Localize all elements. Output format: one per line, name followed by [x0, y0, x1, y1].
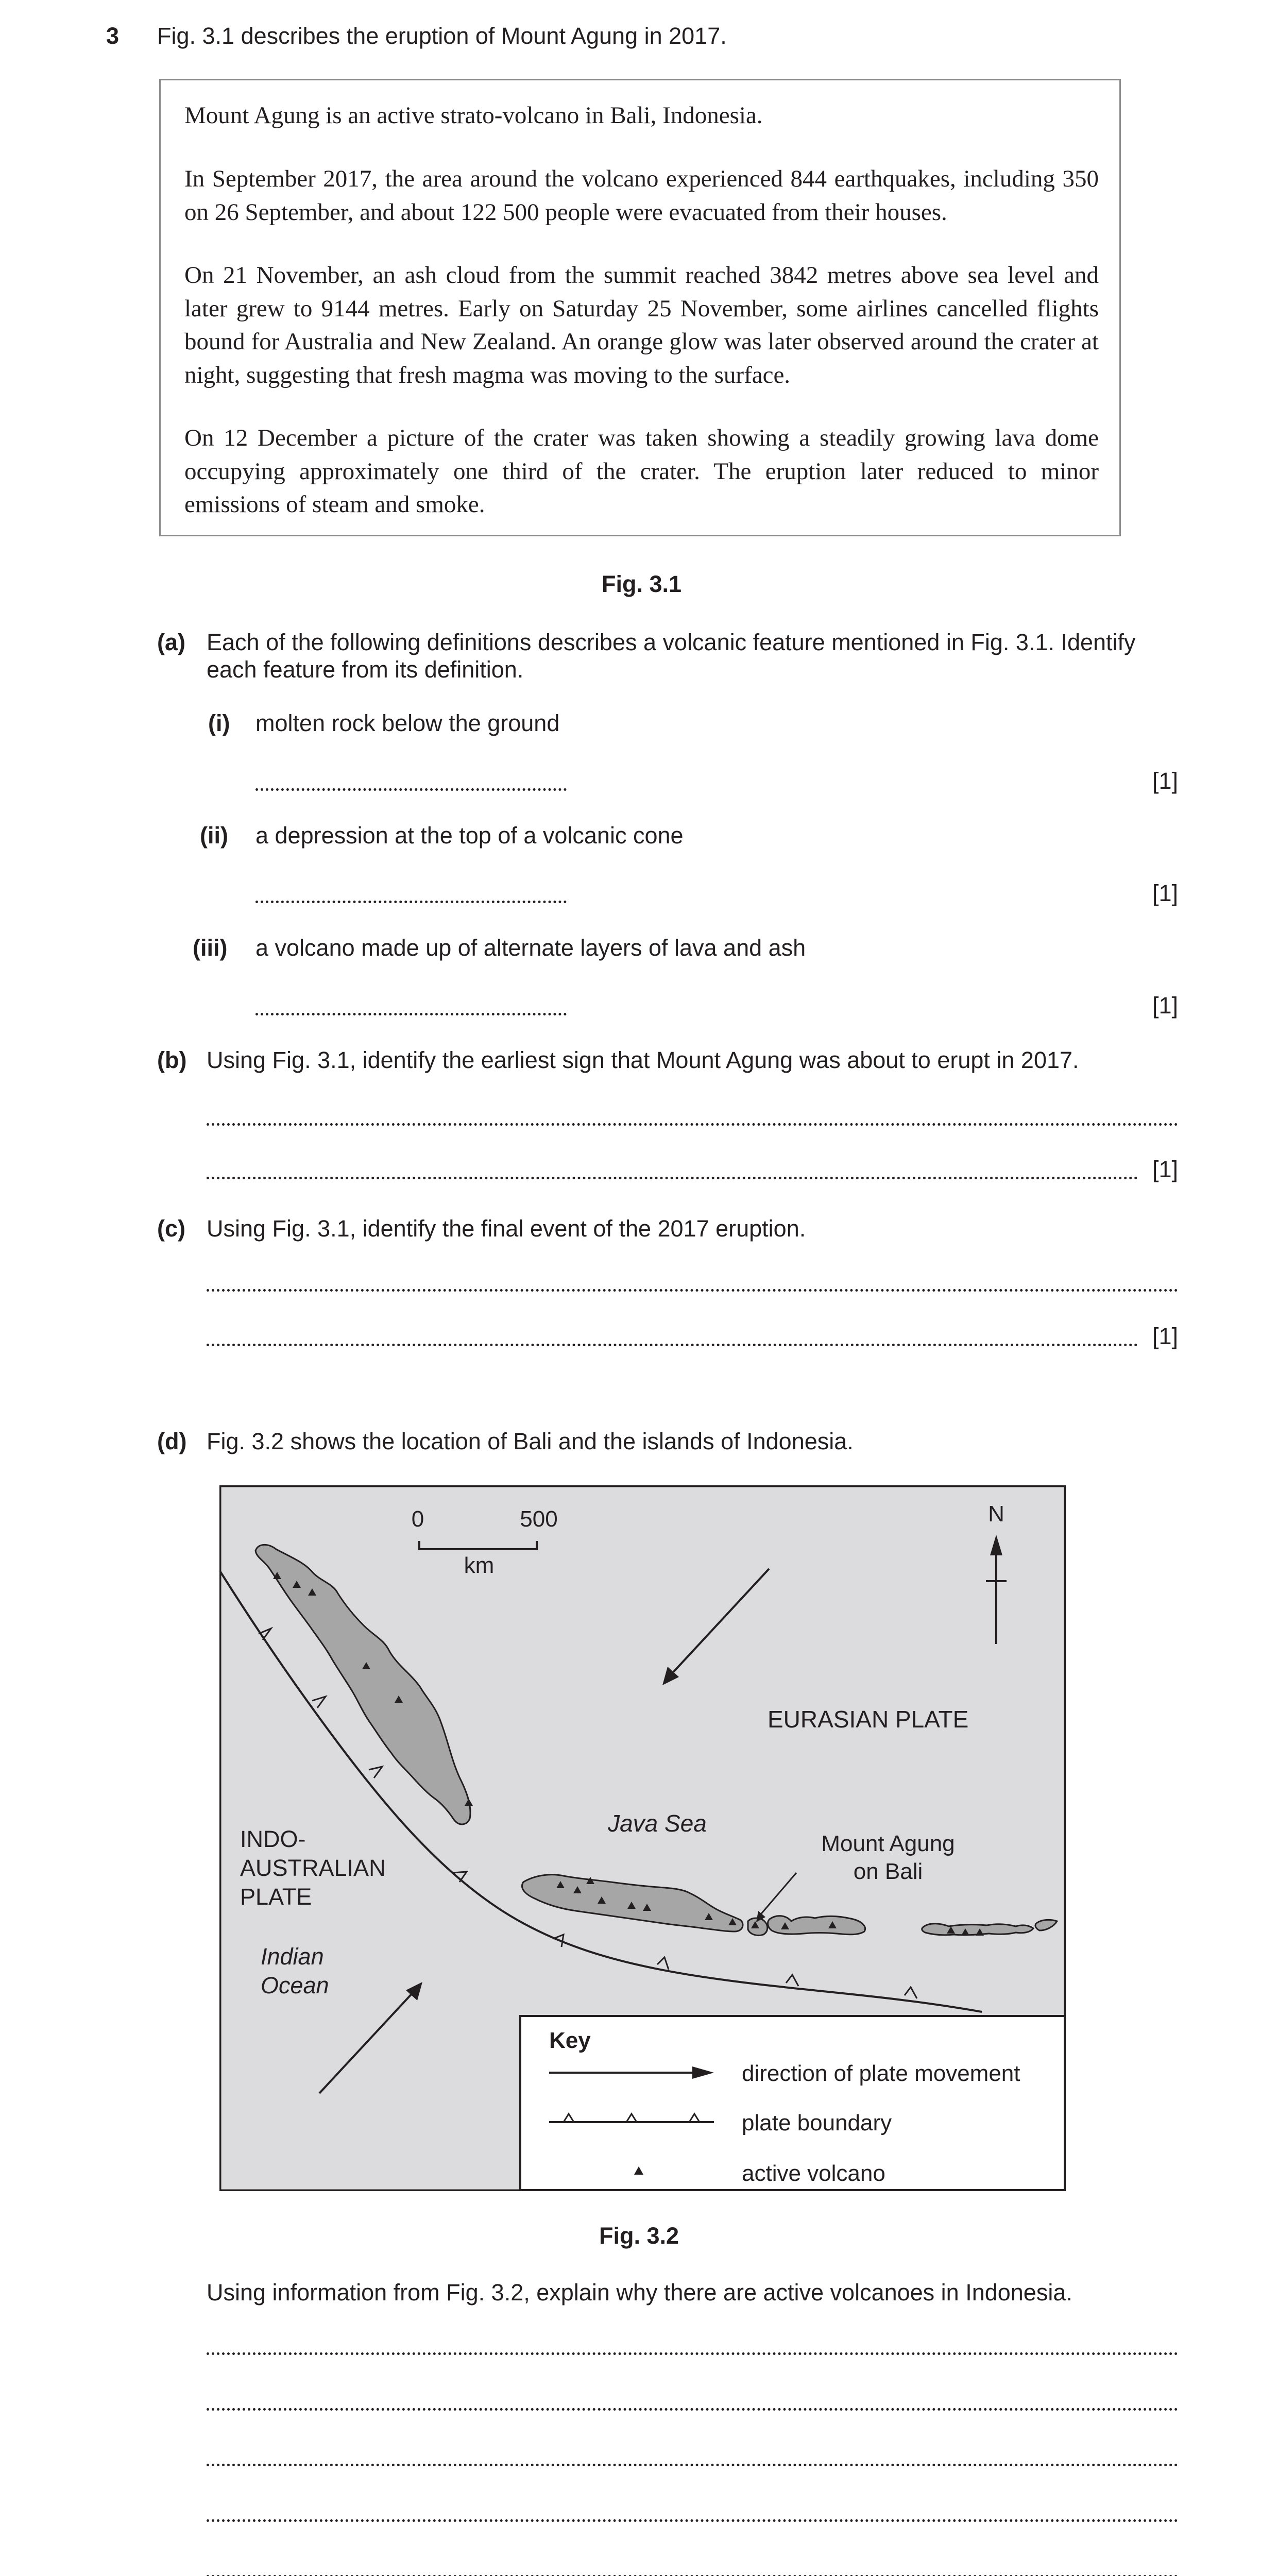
- part-a-i-mark: [1]: [1152, 768, 1179, 794]
- part-a-iii-text: a volcano made up of alternate layers of lava and ash: [255, 935, 806, 961]
- mount-agung-label-line1: Mount Agung: [821, 1831, 955, 1856]
- question-intro: Fig. 3.1 describes the eruption of Mount Agung in 2017.: [157, 23, 727, 49]
- part-a-instruction-line2: each feature from its definition.: [207, 656, 524, 683]
- part-a-ii-text: a depression at the top of a volcanic cone: [255, 822, 684, 849]
- part-d-question: Using information from Fig. 3.2, explain why there are active volcanoes in Indonesia.: [207, 2279, 1072, 2306]
- key-item-active-volcano: active volcano: [742, 2161, 885, 2186]
- indo-australian-label-line3: PLATE: [240, 1884, 312, 1910]
- mount-agung-label-line2: on Bali: [853, 1859, 923, 1884]
- key-item-plate-boundary: plate boundary: [742, 2110, 892, 2136]
- north-label: N: [988, 1501, 1004, 1527]
- fig31-paragraph-3: On 21 November, an ash cloud from the summit reached 3842 metres above sea level and later grew to 9144 metres. Early on Saturday 25 November, some airlines cancelled flights bound for Australia and New Zealand. An orange glow was later observed around the crater at night, suggesting that fresh magma was moving to the surface.: [184, 262, 1099, 388]
- fig31-paragraph-2: In September 2017, the area around the volcano experienced 844 earthquakes, including 350 on 26 September, and about 122 500 people were evacuated from their houses.: [184, 165, 1099, 226]
- scale-max: 500: [520, 1506, 558, 1532]
- part-b-answer-line-1[interactable]: [207, 1123, 1178, 1126]
- part-a-iii-label: (iii): [193, 935, 228, 961]
- eurasian-plate-label: EURASIAN PLATE: [768, 1706, 969, 1733]
- part-a-iii-mark: [1]: [1152, 992, 1179, 1019]
- part-d-answer-line-2[interactable]: [207, 2408, 1178, 2411]
- part-a-i-label: (i): [208, 710, 230, 736]
- key-item-plate-movement: direction of plate movement: [742, 2061, 1020, 2086]
- fig31-paragraph-1: Mount Agung is an active strato-volcano in Bali, Indonesia.: [184, 102, 763, 129]
- indo-australian-label-line2: AUSTRALIAN: [240, 1855, 386, 1881]
- indian-ocean-label-line1: Indian: [261, 1943, 324, 1970]
- fig31-paragraph-4: On 12 December a picture of the crater was taken showing a steadily growing lava dome occupying approximately one third of the crater. The eruption later reduced to minor emissions of steam and smoke.: [184, 425, 1099, 518]
- fig31-text-box: [159, 79, 1121, 536]
- part-c-label: (c): [157, 1215, 185, 1242]
- part-c-answer-line-1[interactable]: [207, 1289, 1178, 1292]
- part-a-ii-mark: [1]: [1152, 880, 1179, 906]
- part-d-answer-line-4[interactable]: [207, 2519, 1178, 2522]
- part-d-answer-line-3[interactable]: [207, 2464, 1178, 2466]
- part-d-label: (d): [157, 1428, 187, 1454]
- part-a-iii-answer-line[interactable]: [255, 1013, 567, 1015]
- part-a-instruction-line1: Each of the following definitions describes a volcanic feature mentioned in Fig. 3.1. Identify: [207, 629, 1136, 655]
- sumbawa-island: [768, 1916, 865, 1935]
- part-d-answer-line-1[interactable]: [207, 2352, 1178, 2355]
- part-b-text: Using Fig. 3.1, identify the earliest sign that Mount Agung was about to erupt in 2017.: [207, 1047, 1079, 1073]
- part-a-i-text: molten rock below the ground: [255, 710, 560, 736]
- fig32-map: [219, 1485, 1066, 2191]
- key-title: Key: [549, 2028, 591, 2053]
- part-d-text: Fig. 3.2 shows the location of Bali and the islands of Indonesia.: [207, 1428, 854, 1454]
- part-a-ii-answer-line[interactable]: [255, 901, 567, 903]
- indian-ocean-label-line2: Ocean: [261, 1972, 329, 1998]
- part-a-i-answer-line[interactable]: [255, 788, 567, 791]
- part-a-label: (a): [157, 629, 185, 655]
- scale-unit: km: [464, 1553, 495, 1578]
- part-a-ii-label: (ii): [200, 822, 228, 849]
- part-c-text: Using Fig. 3.1, identify the final event of the 2017 eruption.: [207, 1215, 806, 1242]
- java-sea-label: Java Sea: [608, 1810, 707, 1837]
- fig31-caption: Fig. 3.1: [602, 571, 682, 597]
- map-key: [520, 2016, 1065, 2190]
- indo-australian-label-line1: INDO-: [240, 1826, 306, 1852]
- fig32-caption: Fig. 3.2: [599, 2223, 679, 2249]
- part-b-label: (b): [157, 1047, 187, 1073]
- scale-zero: 0: [411, 1506, 424, 1532]
- part-c-answer-line-2[interactable]: [207, 1344, 1138, 1346]
- part-b-mark: [1]: [1152, 1156, 1179, 1182]
- part-b-answer-line-2[interactable]: [207, 1177, 1138, 1179]
- question-number: 3: [106, 23, 120, 49]
- part-c-mark: [1]: [1152, 1323, 1179, 1349]
